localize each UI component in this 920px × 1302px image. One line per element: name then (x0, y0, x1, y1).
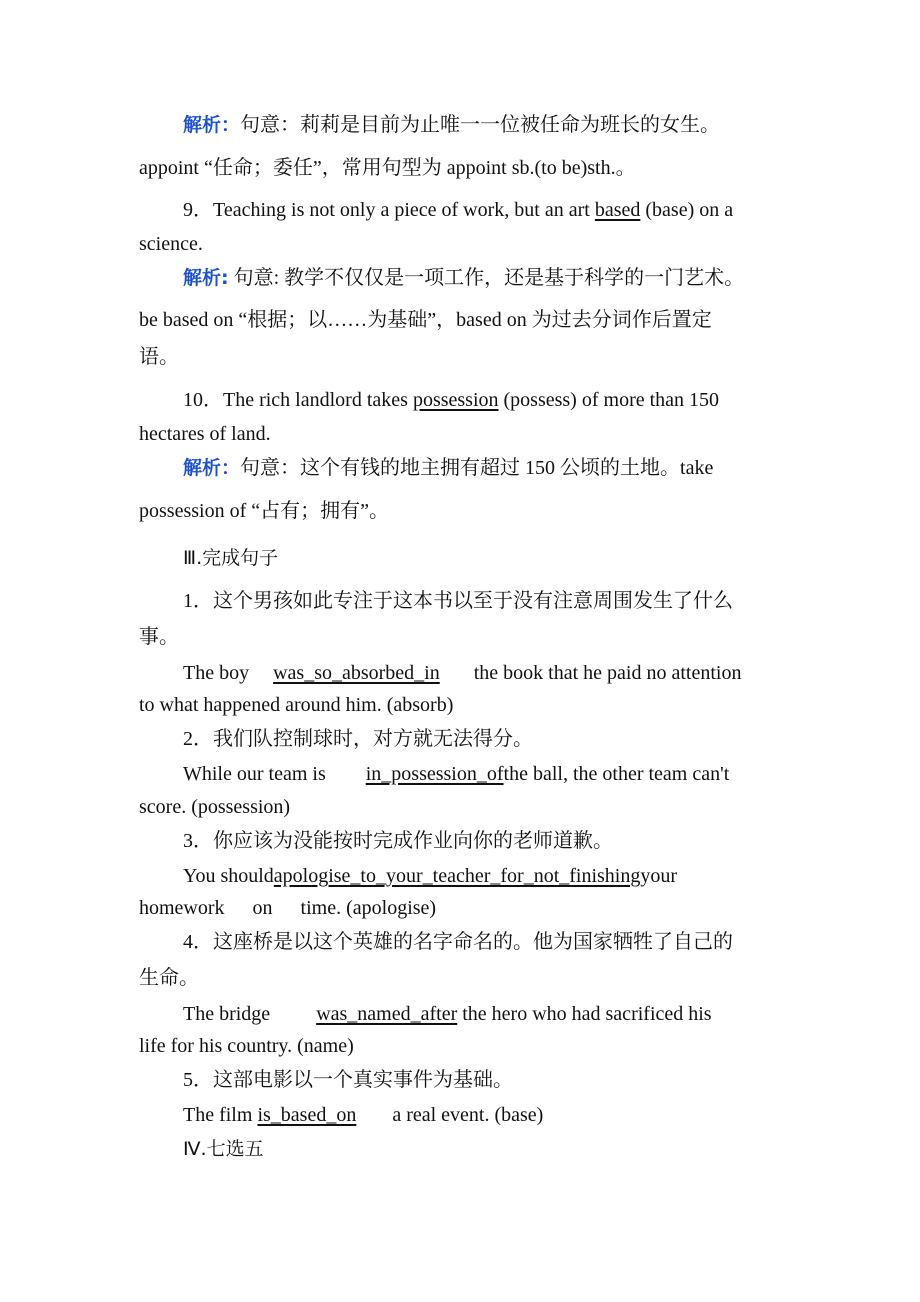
analysis-label: 解析： (183, 457, 241, 479)
sentence-text: the book that he paid no attention (473, 662, 742, 684)
sentence-1-english-line-2: to what happened around him. (absorb) (139, 694, 454, 716)
sentence-3-english-line-2 (139, 891, 436, 925)
sentence-text: on (252, 897, 273, 919)
answer-blank: was_so_absorbed_in (273, 662, 440, 684)
analysis-text: 句意：莉莉是目前为止唯一一位被任命为班长的女生。 (240, 114, 721, 136)
answer-blank: apologise_to_your_teacher_for_not_finishing (273, 865, 641, 887)
analysis-9-line-2: be based on “根据；以……为基础”，based on 为过去分词作后置定 (139, 309, 712, 331)
sentence-text: a real event. (base) (392, 1104, 544, 1126)
analysis-9-line-3: 语。 (139, 346, 179, 368)
sentence-2-english-line-1 (183, 757, 729, 791)
sentence-1-chinese-line-1: 1．这个男孩如此专注于这本书以至于没有注意周围发生了什么 (183, 590, 733, 612)
sentence-text: your (640, 865, 678, 887)
answer-blank: in_possession_of (365, 763, 504, 785)
question-text: (possess) of more than 150 (503, 389, 720, 411)
question-9-line-1 (183, 193, 733, 227)
sentence-4-chinese-line-2: 生命。 (139, 967, 199, 989)
question-10-line-1 (183, 383, 719, 417)
question-text: (base) on a (645, 199, 734, 221)
analysis-9-line-1 (183, 261, 744, 295)
answer-blank: is_based_on (257, 1104, 357, 1126)
analysis-text: 句意: 教学不仅仅是一项工作，还是基于科学的一门艺术。 (233, 267, 745, 289)
sentence-text: the ball, the other team can't (503, 763, 730, 785)
question-9-line-2: science. (139, 233, 203, 255)
question-text: 10．The rich landlord takes (183, 389, 408, 411)
sentence-4-chinese-line-1: 4．这座桥是以这个英雄的名字命名的。他为国家牺牲了自己的 (183, 931, 733, 953)
answer-blank: based (594, 199, 641, 221)
sentence-text: The film (183, 1104, 253, 1126)
sentence-5-chinese: 5．这部电影以一个真实事件为基础。 (183, 1069, 513, 1091)
analysis-8-line-1 (183, 108, 720, 142)
sentence-3-english-line-1 (183, 859, 677, 893)
sentence-4-english-line-1 (183, 997, 712, 1031)
sentence-3-chinese: 3．你应该为没能按时完成作业向你的老师道歉。 (183, 830, 613, 852)
question-10-line-2: hectares of land. (139, 423, 271, 445)
sentence-4-english-line-2: life for his country. (name) (139, 1035, 354, 1057)
section-4-title: Ⅳ.七选五 (183, 1138, 264, 1160)
sentence-text: homework (139, 897, 225, 919)
sentence-text: While our team is (183, 763, 326, 785)
sentence-text: The bridge (183, 1003, 271, 1025)
sentence-1-english-line-1 (183, 656, 741, 690)
sentence-1-chinese-line-2: 事。 (139, 626, 179, 648)
analysis-10-line-1 (183, 451, 713, 485)
analysis-label: 解析: (183, 267, 229, 289)
sentence-5-english (183, 1098, 543, 1132)
question-text: 9．Teaching is not only a piece of work, but an art (183, 199, 590, 221)
sentence-text: You should (183, 865, 274, 887)
analysis-text: 句意：这个有钱的地主拥有超过 150 公顷的土地。take (240, 457, 714, 479)
section-3-title: Ⅲ.完成句子 (183, 547, 279, 569)
analysis-label: 解析： (183, 114, 241, 136)
analysis-10-line-2: possession of “占有；拥有”。 (139, 500, 389, 522)
sentence-text: time. (apologise) (300, 897, 437, 919)
sentence-text: the hero who had sacrificed his (462, 1003, 712, 1025)
analysis-8-line-2: appoint “任命；委任”，常用句型为 appoint sb.(to be)sth.。 (139, 157, 636, 179)
sentence-2-chinese: 2．我们队控制球时，对方就无法得分。 (183, 728, 533, 750)
sentence-2-english-line-2: score. (possession) (139, 796, 291, 818)
sentence-text: The boy (183, 662, 250, 684)
answer-blank: was_named_after (316, 1003, 458, 1025)
answer-blank: possession (412, 389, 499, 411)
